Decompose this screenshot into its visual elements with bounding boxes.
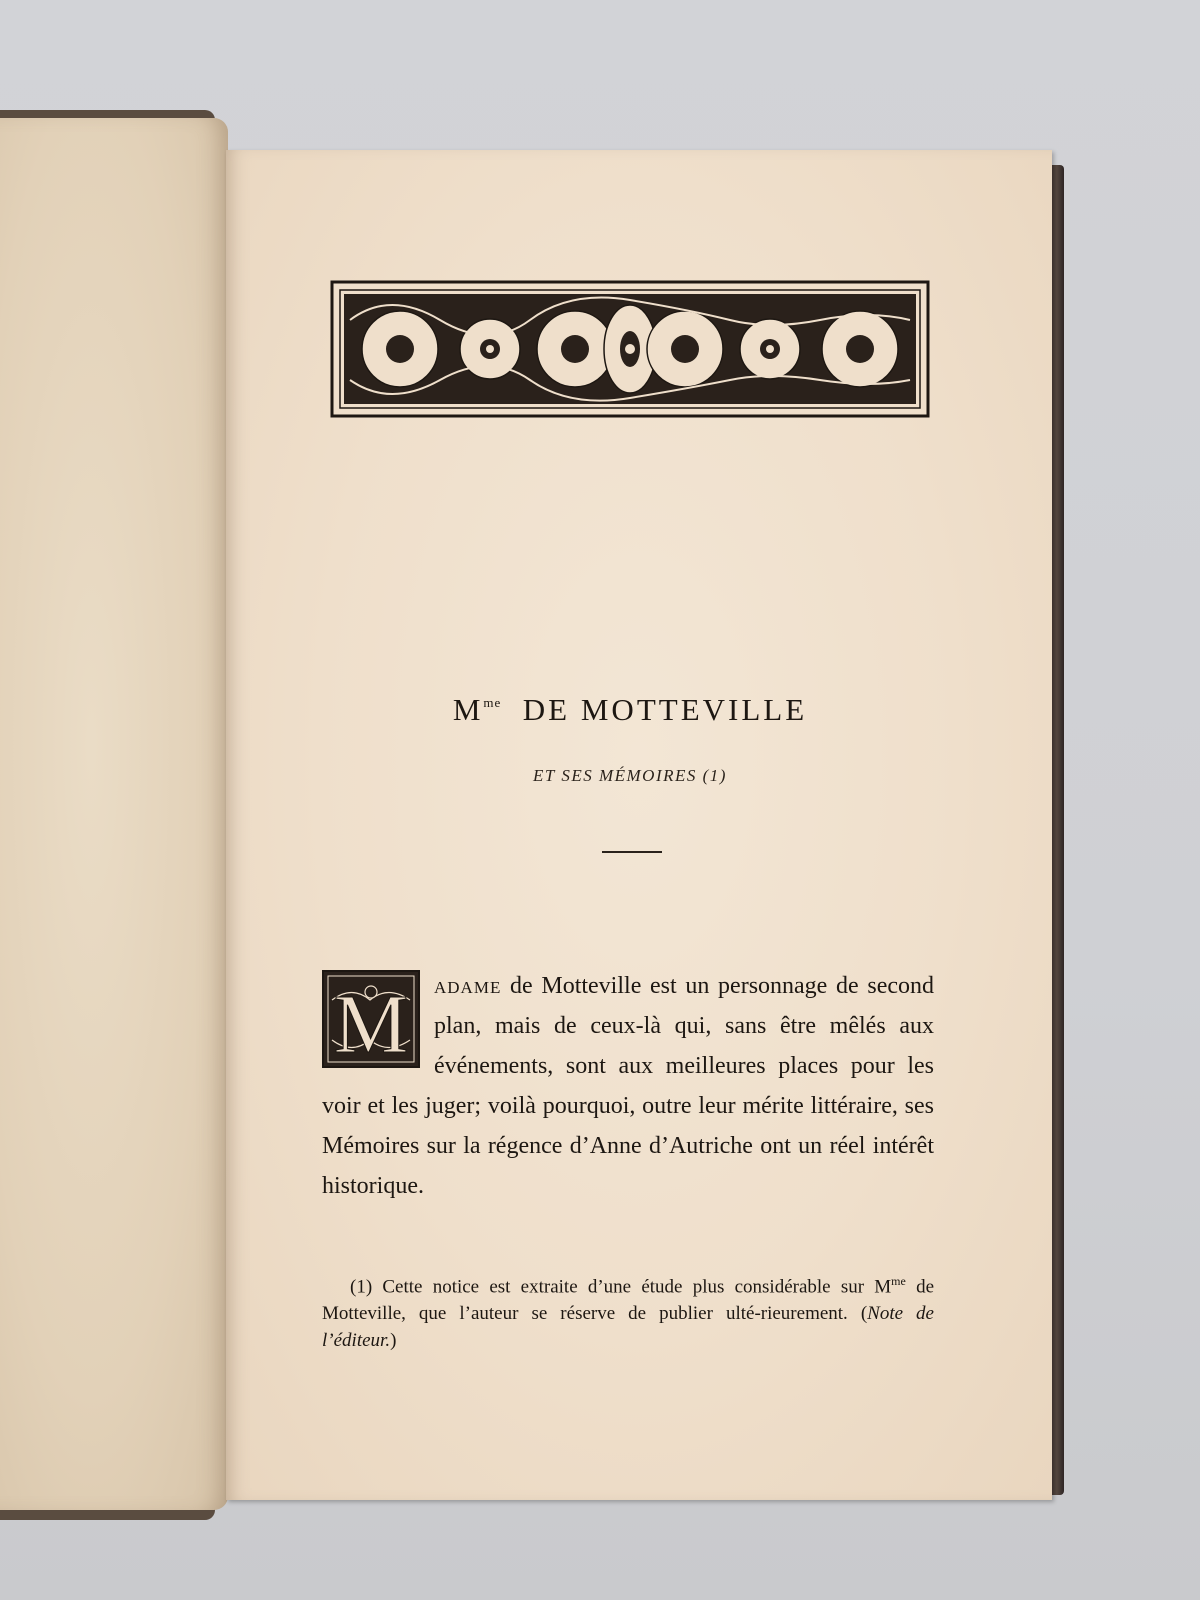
dropcap-letter: M xyxy=(333,978,409,1068)
body-paragraph xyxy=(322,966,934,1206)
chapter-title: $M^{me}$ DE MOTTEVILLE xyxy=(452,692,808,727)
title-main: DE MOTTEVILLE xyxy=(522,692,808,727)
footnote: (1) Cette notice est extraite d’une étude plus considérable sur $M^{me}$ de Motteville, que l’auteur se réserve de publier ulté-rieurement. (Note de l’éditeur.) xyxy=(322,1274,934,1352)
chapter-subtitle: ET SES MÉMOIRES (1) xyxy=(533,766,727,785)
paragraph-text: de Motteville est un personnage de second plan, mais de ceux-là qui, sans être mêlés aux événements, sont aux meilleures places pour les voir et les juger; voilà pourquoi, outre leur mérite littéraire, ses Mémoires sur la régence d’Anne d’Autriche ont un réel intérêt historique. xyxy=(322,973,934,1199)
lead-word: adame xyxy=(434,973,502,999)
title-superscript: me xyxy=(483,695,502,710)
ornamental-initial-icon xyxy=(322,970,420,1068)
footnote-italic: Note de l’éditeur. xyxy=(322,1303,934,1352)
title-rule xyxy=(602,851,662,853)
left-page xyxy=(0,118,228,1510)
footnote-superscript: me xyxy=(891,1274,906,1288)
ornamental-headpiece-icon xyxy=(330,280,930,418)
